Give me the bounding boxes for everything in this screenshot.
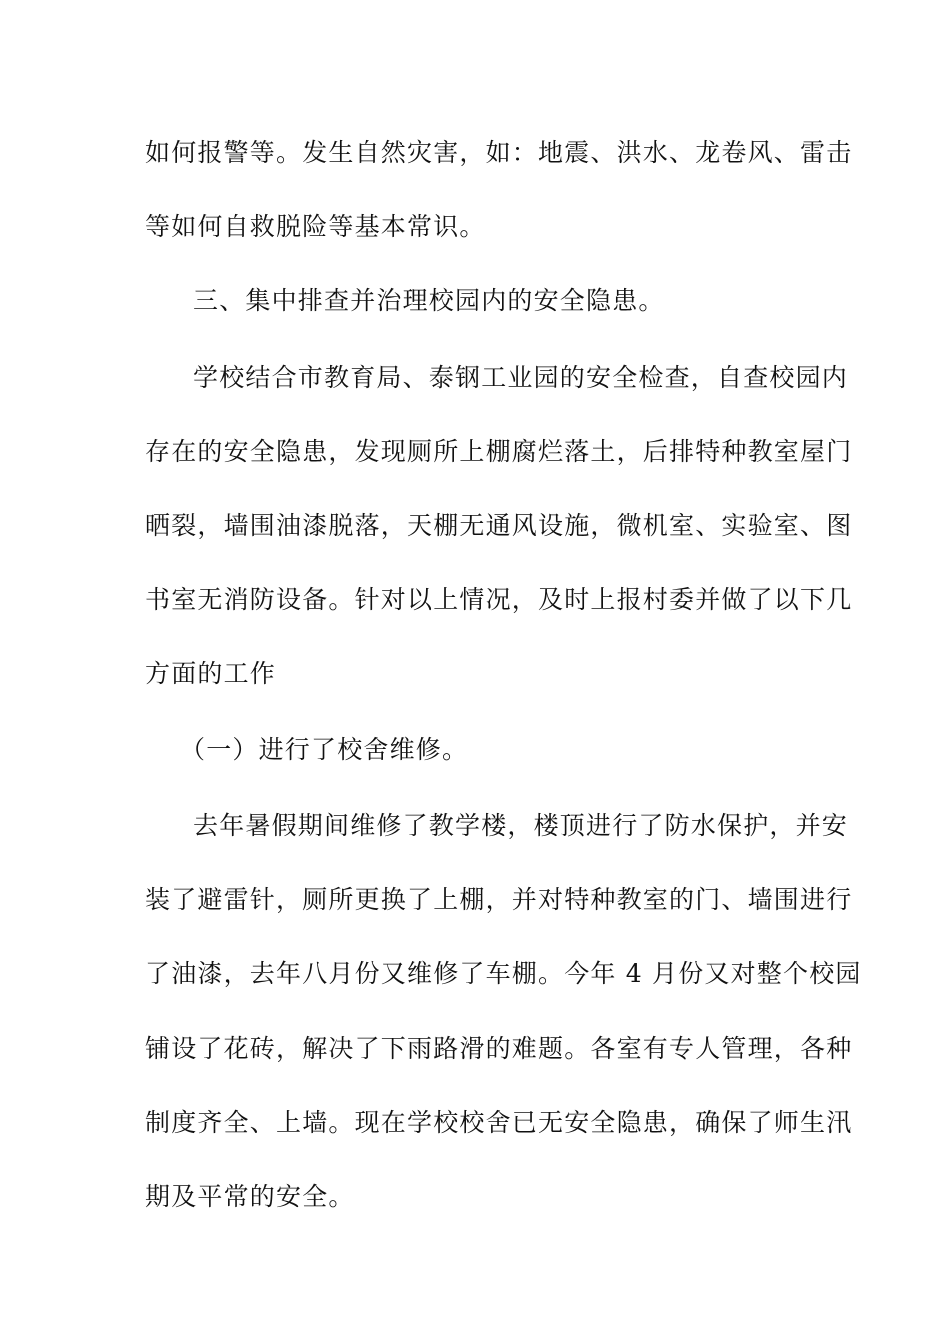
text-line-14: 制度齐全、上墙。现在学校校舍已无安全隐患，确保了师生汛 xyxy=(145,1108,853,1137)
text-line-6: 晒裂，墙围油漆脱落，天棚无通风设施，微机室、实验室、图 xyxy=(145,511,853,540)
text-line-11: 装了避雷针，厕所更换了上棚，并对特种教室的门、墙围进行 xyxy=(145,885,853,914)
text-line-12: 了油漆，去年八月份又维修了车棚。今年 4 月份又对整个校园 xyxy=(145,959,862,988)
text-line-4: 学校结合市教育局、泰钢工业园的安全检查，自查校园内 xyxy=(193,363,849,392)
section-heading-3: 三、集中排查并治理校园内的安全隐患。 xyxy=(193,286,665,315)
text-line-8: 方面的工作 xyxy=(145,659,277,688)
text-line-5: 存在的安全隐患，发现厕所上棚腐烂落土，后排特种教室屋门 xyxy=(145,437,853,466)
subsection-heading-1: （一）进行了校舍维修。 xyxy=(180,735,469,764)
text-line-13: 铺设了花砖，解决了下雨路滑的难题。各室有专人管理，各种 xyxy=(145,1034,853,1063)
text-line-15: 期及平常的安全。 xyxy=(145,1182,355,1211)
text-line-1: 如何报警等。发生自然灾害，如：地震、洪水、龙卷风、雷击 xyxy=(145,138,853,167)
text-line-2: 等如何自救脱险等基本常识。 xyxy=(145,212,486,241)
text-line-10: 去年暑假期间维修了教学楼，楼顶进行了防水保护，并安 xyxy=(193,811,849,840)
text-line-7: 书室无消防设备。针对以上情况，及时上报村委并做了以下几 xyxy=(145,585,853,614)
